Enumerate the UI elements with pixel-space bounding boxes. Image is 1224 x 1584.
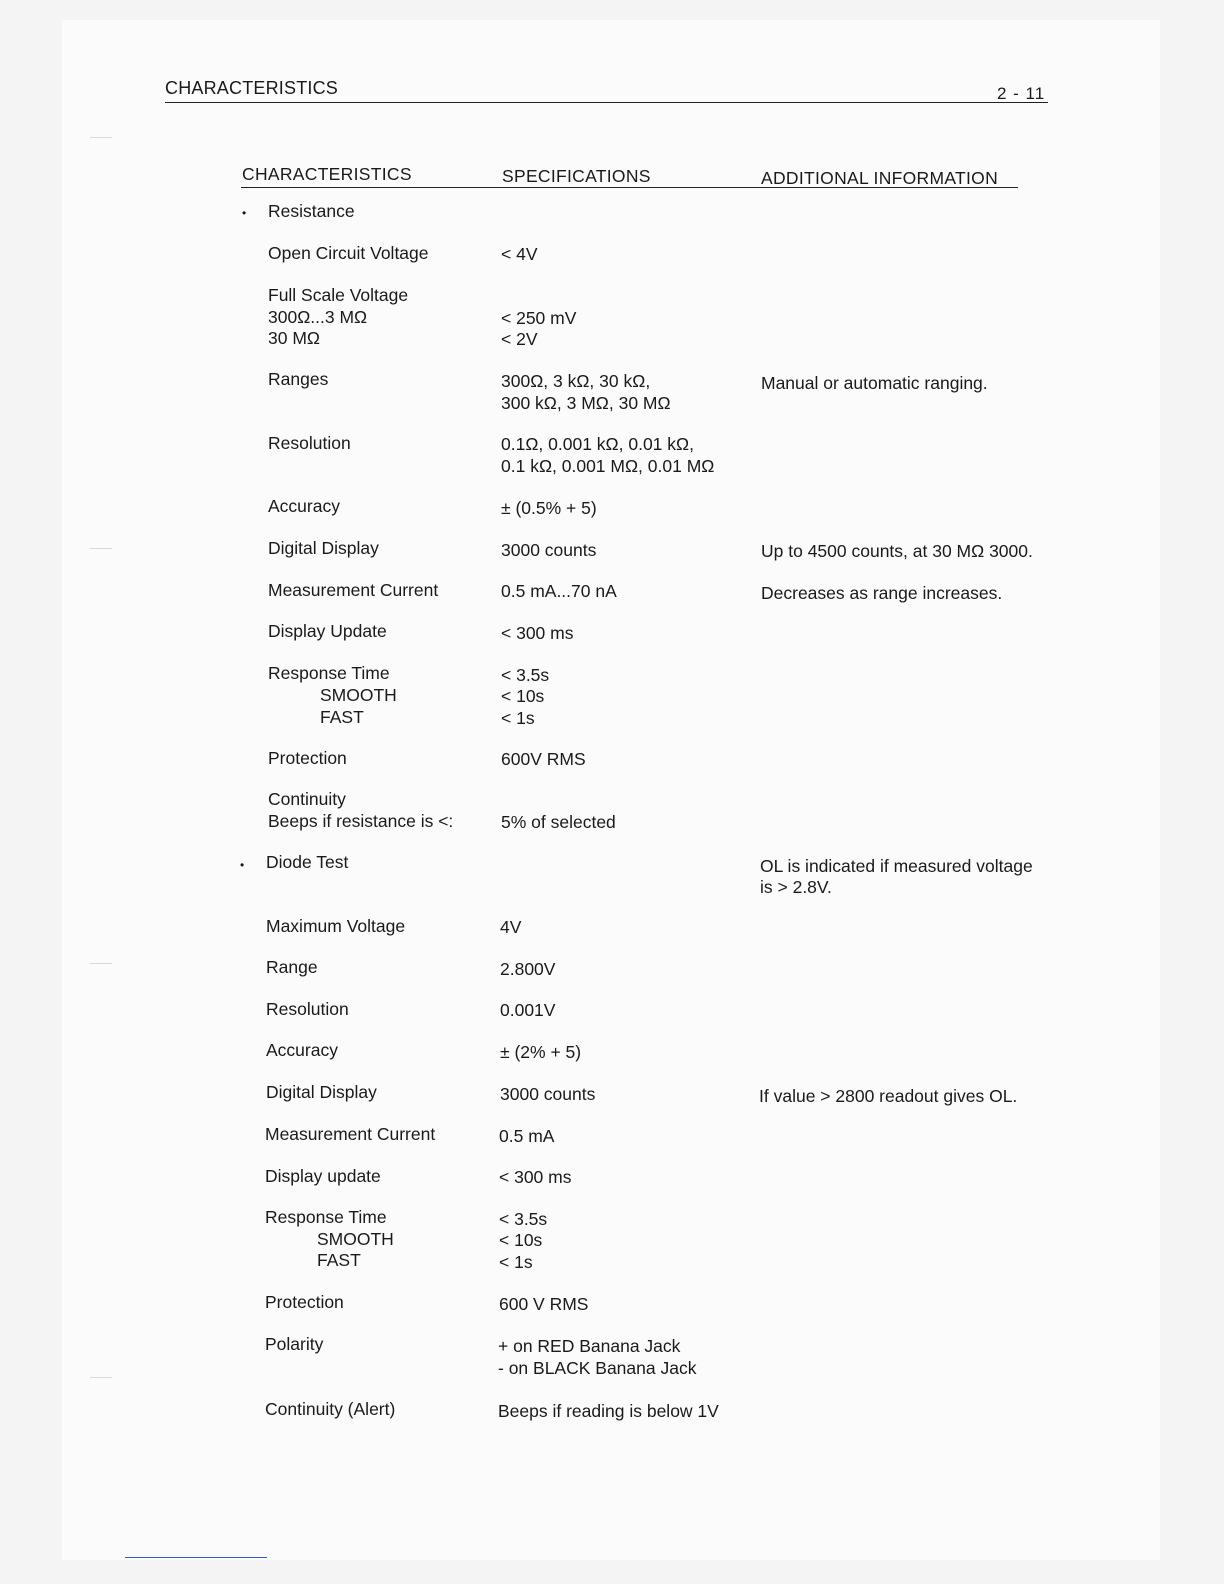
- digital-display-spec: 3000 counts: [501, 540, 597, 560]
- diode-polarity-spec-line2: - on BLACK Banana Jack: [498, 1358, 697, 1378]
- full-scale-voltage-label: Full Scale Voltage: [268, 285, 409, 305]
- response-time-label: Response Time: [268, 663, 390, 683]
- open-circuit-voltage-label: Open Circuit Voltage: [268, 243, 429, 263]
- diode-response-time-fast-label: [265, 1250, 361, 1271]
- display-update-label: Display Update: [268, 621, 387, 641]
- diode-bullet: •: [240, 858, 245, 872]
- diode-response-time-smooth-label: [265, 1229, 394, 1250]
- accuracy-label: Accuracy: [268, 496, 340, 516]
- page-number: 2 - 11: [997, 84, 1046, 103]
- diode-resolution-spec: 0.001V: [500, 1000, 556, 1020]
- column-header-additional-information: ADDITIONAL INFORMATION: [761, 168, 999, 188]
- response-time-smooth-label: [268, 685, 397, 706]
- margin-mark: [90, 963, 112, 964]
- continuity-sub-label: Beeps if resistance is <:: [268, 811, 454, 831]
- diode-digital-display-label: Digital Display: [266, 1082, 377, 1102]
- digital-display-info: Up to 4500 counts, at 30 MΩ 3000.: [761, 541, 1033, 561]
- diode-accuracy-spec: ± (2% + 5): [500, 1042, 582, 1062]
- open-circuit-voltage-spec: < 4V: [501, 244, 538, 264]
- digital-display-label: Digital Display: [268, 538, 379, 558]
- diode-continuity-alert-spec: Beeps if reading is below 1V: [498, 1401, 719, 1421]
- ranges-info: Manual or automatic ranging.: [761, 373, 988, 393]
- column-header-specifications: SPECIFICATIONS: [502, 166, 651, 186]
- section-title-diode-test: Diode Test: [266, 852, 349, 872]
- diode-polarity-spec-line1: + on RED Banana Jack: [498, 1336, 681, 1356]
- margin-mark: [90, 548, 112, 549]
- continuity-label: Continuity: [268, 789, 346, 809]
- response-time-smooth-spec: < 10s: [501, 686, 545, 706]
- column-header-rule: [241, 187, 1018, 188]
- ranges-spec-line1: 300Ω, 3 kΩ, 30 kΩ,: [501, 371, 651, 391]
- continuity-spec: 5% of selected: [501, 812, 616, 832]
- diode-response-time-spec: < 3.5s: [499, 1209, 548, 1229]
- measurement-current-info: Decreases as range increases.: [761, 583, 1003, 603]
- diode-digital-display-info: If value > 2800 readout gives OL.: [759, 1086, 1018, 1106]
- diode-continuity-alert-label: Continuity (Alert): [265, 1399, 396, 1419]
- column-header-characteristics: CHARACTERISTICS: [242, 164, 412, 184]
- measurement-current-label: Measurement Current: [268, 580, 439, 600]
- diode-resolution-label: Resolution: [266, 999, 349, 1019]
- response-time-fast-text: FAST: [320, 707, 364, 727]
- header-rule: [165, 102, 1048, 103]
- diode-measurement-current-spec: 0.5 mA: [499, 1126, 555, 1146]
- header-title: CHARACTERISTICS: [165, 78, 339, 98]
- diode-display-update-spec: < 300 ms: [499, 1167, 572, 1187]
- diode-response-time-fast-spec: < 1s: [499, 1252, 533, 1272]
- diode-measurement-current-label: Measurement Current: [265, 1124, 436, 1144]
- diode-info-line2: is > 2.8V.: [760, 877, 832, 897]
- diode-polarity-label: Polarity: [265, 1334, 324, 1354]
- response-time-smooth-text: SMOOTH: [320, 685, 397, 705]
- full-scale-voltage-range1-spec: < 250 mV: [501, 308, 577, 328]
- diode-protection-label: Protection: [265, 1292, 344, 1312]
- display-update-spec: < 300 ms: [501, 623, 574, 643]
- full-scale-voltage-range1-label: 300Ω...3 MΩ: [268, 307, 368, 327]
- ranges-spec-line2: 300 kΩ, 3 MΩ, 30 MΩ: [501, 393, 671, 413]
- resolution-spec-line2: 0.1 kΩ, 0.001 MΩ, 0.01 MΩ: [501, 456, 715, 476]
- response-time-spec: < 3.5s: [501, 665, 550, 685]
- resolution-spec-line1: 0.1Ω, 0.001 kΩ, 0.01 kΩ,: [501, 434, 694, 454]
- diode-digital-display-spec: 3000 counts: [500, 1084, 596, 1104]
- protection-spec: 600V RMS: [501, 749, 586, 769]
- diode-info-line1: OL is indicated if measured voltage: [760, 856, 1033, 876]
- bottom-edge-mark: [125, 1557, 267, 1558]
- section-title-resistance: Resistance: [268, 201, 355, 221]
- diode-accuracy-label: Accuracy: [266, 1040, 338, 1060]
- diode-range-label: Range: [266, 957, 318, 977]
- response-time-fast-spec: < 1s: [501, 708, 535, 728]
- diode-protection-spec: 600 V RMS: [499, 1294, 589, 1314]
- full-scale-voltage-range2-label: 30 MΩ: [268, 328, 320, 348]
- protection-label: Protection: [268, 748, 347, 768]
- resolution-label: Resolution: [268, 433, 351, 453]
- measurement-current-spec: 0.5 mA...70 nA: [501, 581, 617, 601]
- accuracy-spec: ± (0.5% + 5): [501, 498, 597, 518]
- full-scale-voltage-range2-spec: < 2V: [501, 329, 538, 349]
- diode-response-time-fast-text: FAST: [317, 1250, 361, 1270]
- diode-response-time-label: Response Time: [265, 1207, 387, 1227]
- diode-maximum-voltage-label: Maximum Voltage: [266, 916, 406, 936]
- diode-range-spec: 2.800V: [500, 959, 556, 979]
- diode-response-time-smooth-spec: < 10s: [499, 1230, 543, 1250]
- margin-mark: [90, 137, 112, 138]
- diode-response-time-smooth-text: SMOOTH: [317, 1229, 394, 1249]
- margin-mark: [90, 1377, 112, 1378]
- diode-maximum-voltage-spec: 4V: [500, 917, 522, 937]
- ranges-label: Ranges: [268, 369, 329, 389]
- diode-display-update-label: Display update: [265, 1166, 381, 1186]
- response-time-fast-label: [268, 707, 364, 728]
- resistance-bullet: •: [242, 206, 247, 220]
- page-sheet: [62, 20, 1160, 1560]
